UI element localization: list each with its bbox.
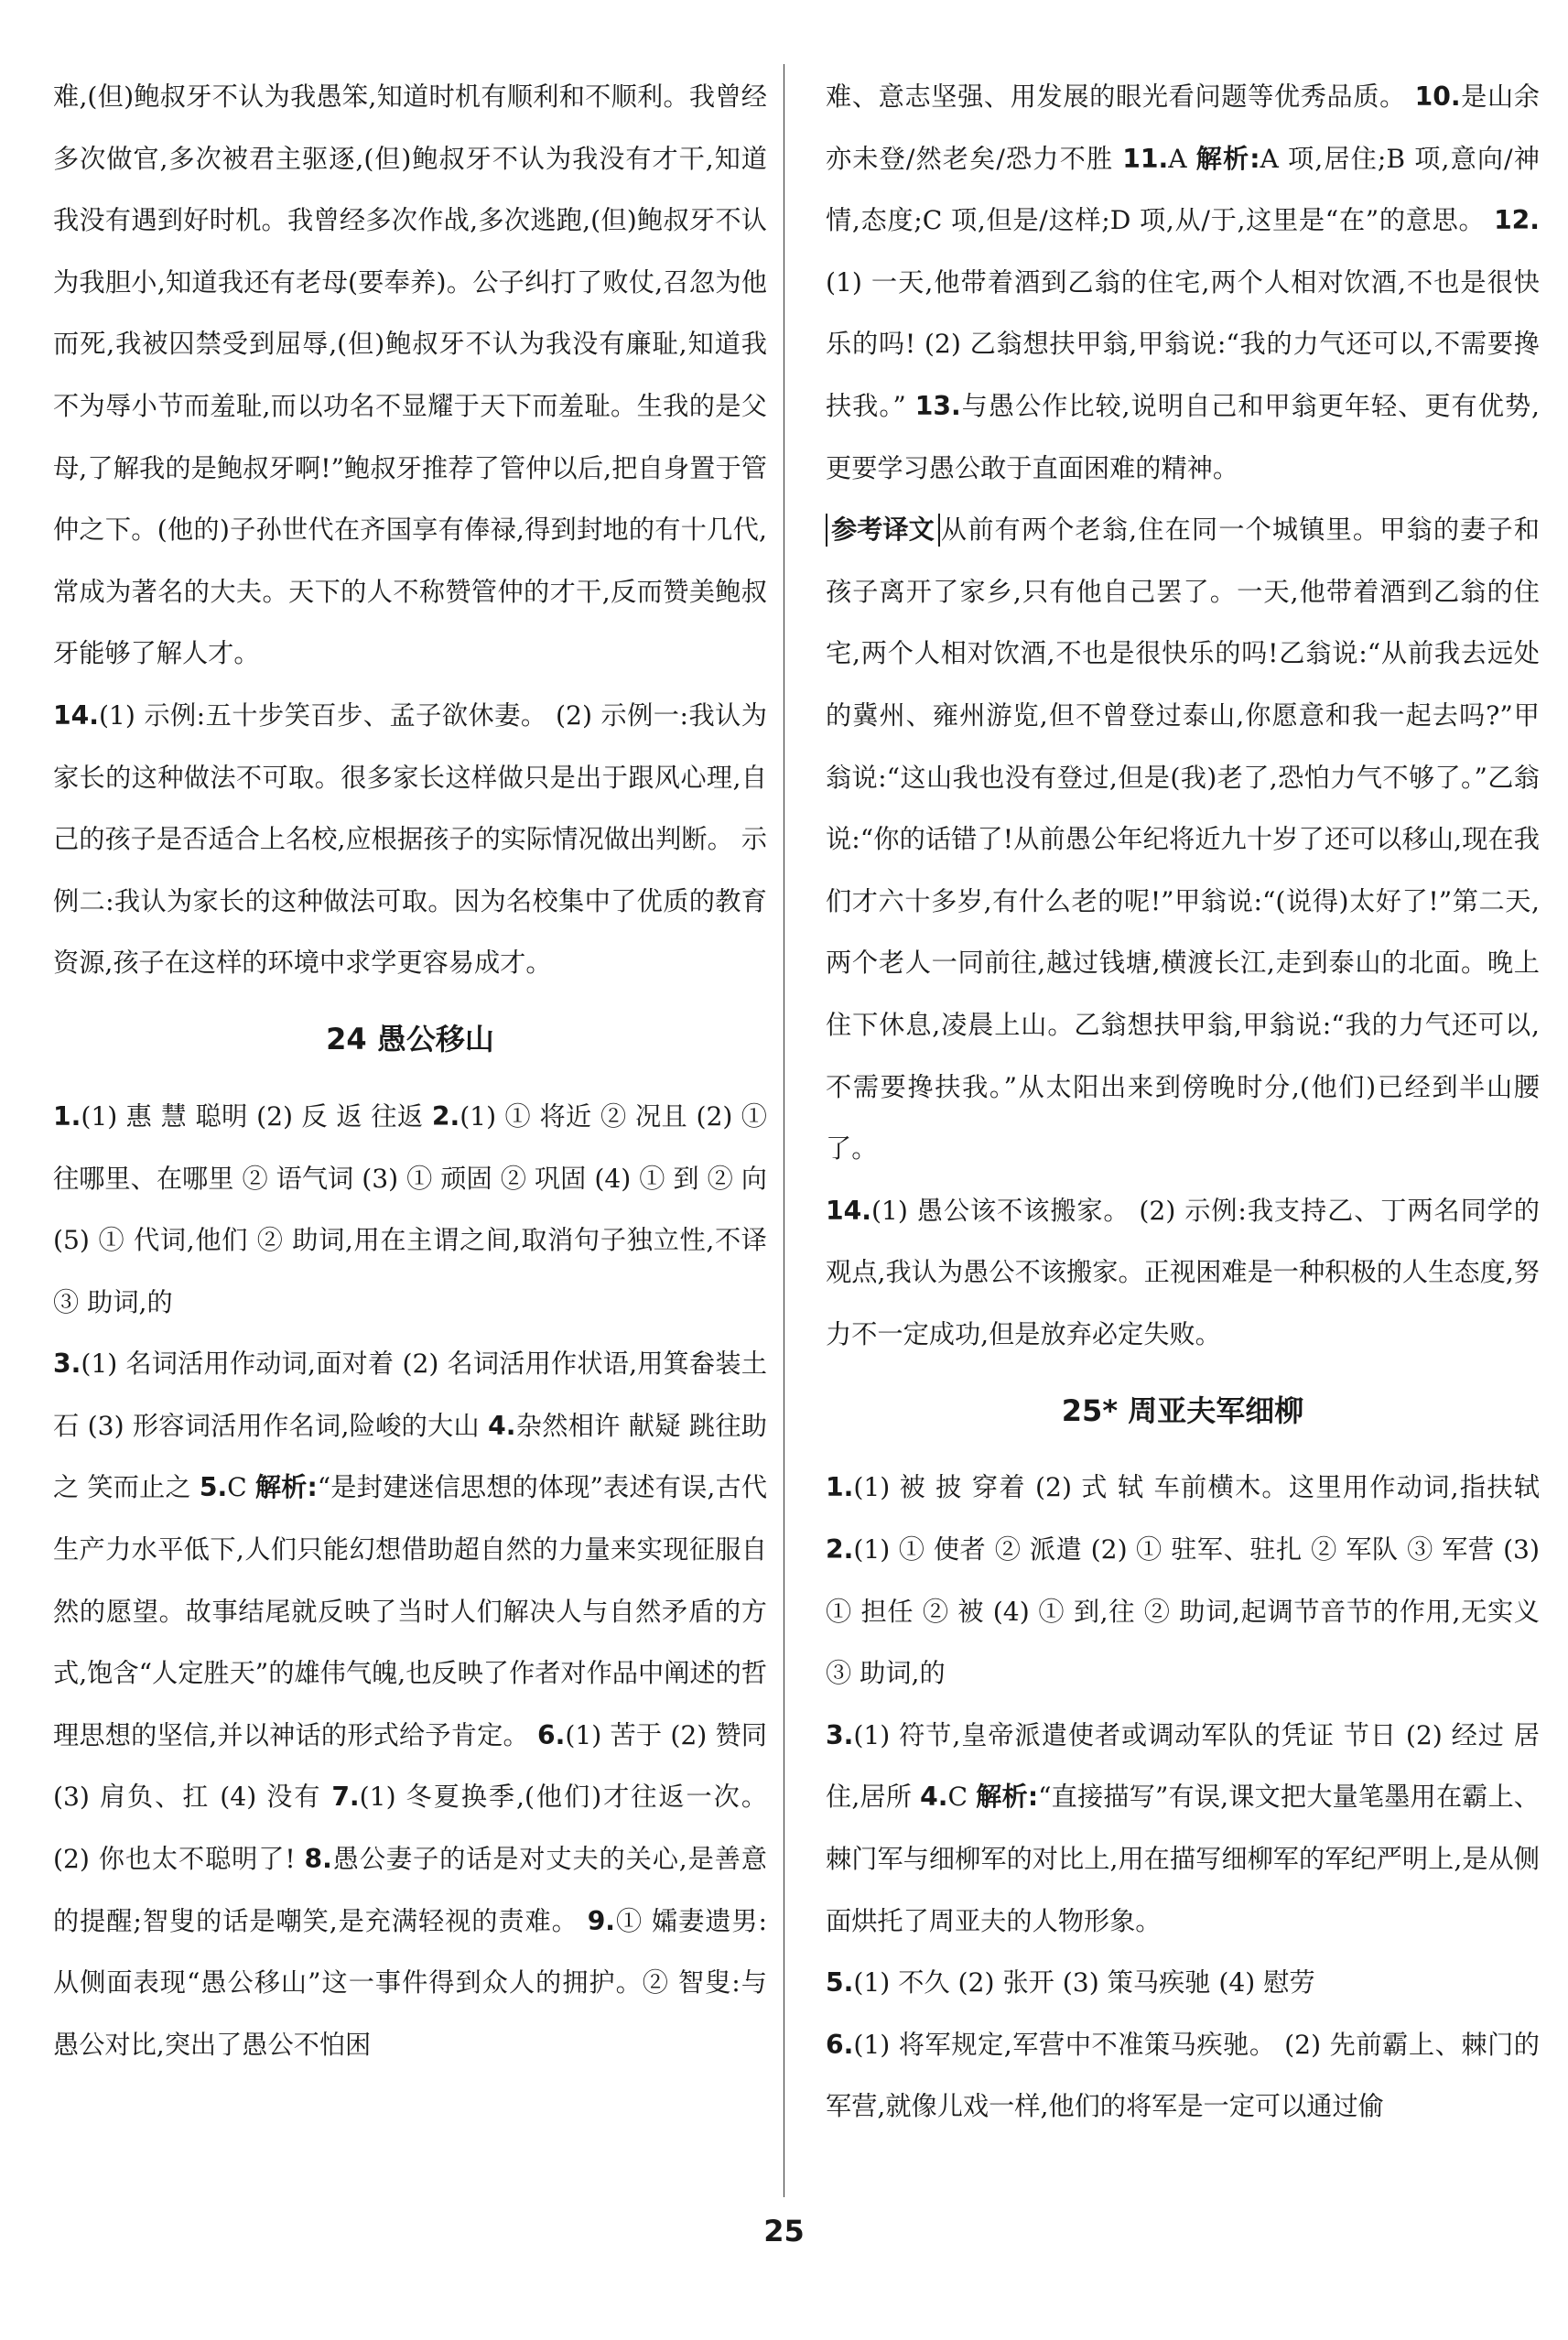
answers-24-block-2 — [53, 1333, 767, 2075]
answers-25-block-2 — [826, 1705, 1540, 1952]
question-number: 7. — [331, 1782, 360, 1813]
question-number: 1. — [53, 1100, 81, 1132]
reference-translation — [826, 499, 1540, 1180]
translation-continuation — [53, 66, 767, 685]
answer-text: C — [227, 1472, 255, 1503]
answers-24-continued — [826, 66, 1540, 499]
question-number: 9. — [587, 1905, 616, 1936]
question-number: 6. — [537, 1719, 566, 1750]
reference-translation-label: 参考译文 — [826, 514, 940, 547]
question-number: 5. — [199, 1472, 228, 1503]
answer-text: (1) 不久 (2) 张开 (3) 策马疾驰 (4) 慰劳 — [853, 1967, 1315, 1999]
analysis-label: 解析: — [1195, 143, 1260, 174]
answer-text: A — [1168, 143, 1196, 174]
answer-text: (1) 苦于 (2) 赞同 (3) 肩负、扛 (4) 没有 — [53, 1719, 767, 1813]
section-heading-25: 25* 周亚夫军细柳 — [1061, 1392, 1304, 1428]
paragraph-text: 难,(但)鲍叔牙不认为我愚笨,知道时机有顺利和不顺利。我曾经多次做官,多次被君主驱逐,(但)鲍叔牙不认为我没有才干,知道我没有遇到好时机。我曾经多次作战,多次逃跑,(但)鲍叔牙不认为我胆小,知道我还有老母(要奉养)。公子纠打了败仗,召忽为他而死,我被囚禁受到屈辱,(但)鲍叔牙不认为我没有廉耻,知道我不为辱小节而羞耻,而以功名不显耀于天下而羞耻。生我的是父母,了解我的是鲍叔牙啊!”鲍叔牙推荐了管仲以后,把自身置于管仲之下。(他的)子孙世代在齐国享有俸禄,得到封地的有十几代,常成为著名的大夫。天下的人不称赞管仲的才干,反而赞美鲍叔牙能够了解人才。 — [53, 81, 767, 669]
answer-text: (1) ① 使者 ② 派遣 (2) ① 驻军、驻扎 ② 军队 ③ 军营 (3) ① 担任 ② 被 (4) ① 到,往 ② 助词,起调节音节的作用,无实义 ③ 助词,的 — [826, 1534, 1540, 1689]
answers-25-block — [826, 1457, 1540, 1704]
answer-5-right — [826, 1952, 1540, 2014]
question-number: 3. — [53, 1349, 81, 1380]
question-number: 5. — [826, 1967, 854, 1999]
question-number: 8. — [304, 1844, 332, 1875]
answer-text: 难、意志坚强、用发展的眼光看问题等优秀品质。 — [826, 81, 1415, 112]
answer-text: (1) 将军规定,军营中不准策马疾驰。 (2) 先前霸上、棘门的军营,就像儿戏一样,他们的将军是一定可以通过偷 — [826, 2029, 1540, 2122]
analysis-text: “直接描写”有误,课文把大量笔墨用在霸上、棘门军与细柳军的对比上,用在描写细柳军的军纪严明上,是从侧面烘托了周亚夫的人物形象。 — [826, 1782, 1540, 1936]
question-number: 13. — [914, 390, 961, 421]
answer-14-right — [826, 1180, 1540, 1366]
answer-6-right — [826, 2014, 1540, 2138]
analysis-label: 解析: — [254, 1472, 318, 1503]
answer-text: (1) 被 披 穿着 (2) 式 轼 车前横木。这里用作动词,指扶轼 — [853, 1472, 1540, 1503]
analysis-text: A 项,居住;B 项,意向/神情,态度;C 项,但是/这样;D 项,从/于,这里是“在”的意思。 — [826, 143, 1540, 236]
answer-text: 是山余亦未登/然老矣/恐力不胜 — [826, 81, 1540, 174]
question-number: 2. — [431, 1100, 460, 1132]
answer-text: (1) 惠 慧 聪明 (2) 反 返 往返 — [81, 1100, 432, 1132]
answer-text: (1) 一天,他带着酒到乙翁的住宅,两个人相对饮酒,不也是很快乐的吗! (2) 乙翁想扶甲翁,甲翁说:“我的力气还可以,不需要搀扶我。” — [826, 266, 1540, 421]
right-column — [826, 66, 1540, 2138]
answer-text: (1) 名词活用作动词,面对着 (2) 名词活用作状语,用箕畚装土石 (3) 形容词活用作名词,险峻的大山 — [53, 1349, 767, 1441]
question-number: 14. — [826, 1195, 871, 1226]
left-column — [53, 66, 767, 2075]
question-number: 11. — [1122, 143, 1169, 174]
question-number: 1. — [826, 1472, 854, 1503]
answer-text: (1) 示例:五十步笑百步、孟子欲休妻。 (2) 示例一:我认为家长的这种做法不可取。很多家长这样做只是出于跟风心理,自己的孩子是否适合上名校,应根据孩子的实际情况做出判断。 示例二:我认为家长的这种做法可取。因为名校集中了优质的教育资源,孩子在这样的环境中求学更容易成才。 — [53, 699, 767, 979]
answer-text: (1) 符节,皇帝派遣使者或调动军队的凭证 节日 (2) 经过 居住,居所 — [826, 1719, 1540, 1813]
answer-text: (1) 愚公该不该搬家。 (2) 示例:我支持乙、丁两名同学的观点,我认为愚公不该搬家。正视困难是一种积极的人生态度,努力不一定成功,但是放弃必定失败。 — [826, 1195, 1540, 1349]
answer-text: ① 孀妻遗男:从侧面表现“愚公移山”这一事件得到众人的拥护。② 智叟:与愚公对比,突出了愚公不怕困 — [53, 1905, 767, 2060]
answer-text: C — [947, 1782, 977, 1813]
question-number: 4. — [920, 1782, 948, 1813]
question-number: 2. — [826, 1534, 854, 1565]
question-number: 4. — [488, 1410, 516, 1441]
analysis-label: 解析: — [976, 1782, 1039, 1813]
analysis-text: “是封建迷信思想的体现”表述有误,古代生产力水平低下,人们只能幻想借助超自然的力量来实现征服自然的愿望。故事结尾就反映了当时人们解决人与自然矛盾的方式,饱含“人定胜天”的雄伟气魄,也反映了作者对作品中阐述的哲理思想的坚信,并以神话的形式给予肯定。 — [53, 1472, 768, 1750]
answer-text: (1) 冬夏换季,(他们)才往返一次。 (2) 你也太不聪明了! — [53, 1782, 768, 1875]
question-number: 3. — [826, 1719, 854, 1750]
question-number: 12. — [1494, 205, 1540, 236]
answer-text: 杂然相许 献疑 跳往助之 笑而止之 — [53, 1410, 767, 1503]
question-number: 6. — [826, 2029, 854, 2060]
answer-text: (1) ① 将近 ② 况且 (2) ① 往哪里、在哪里 ② 语气词 (3) ① 顽固 ② 巩固 (4) ① 到 ② 向 (5) ① 代词,他们 ② 助词,用在主谓之间,取消句子独立性,不译 ③ 助词,的 — [53, 1100, 767, 1317]
answer-text: 与愚公作比较,说明自己和甲翁更年轻、更有优势,更要学习愚公敢于直面困难的精神。 — [826, 390, 1540, 483]
answer-text: 愚公妻子的话是对丈夫的关心,是善意的提醒;智叟的话是嘲笑,是充满轻视的责难。 — [53, 1844, 767, 1936]
section-heading-24: 24 愚公移山 — [326, 1022, 494, 1057]
question-number: 14. — [53, 699, 99, 731]
reference-translation-text: 从前有两个老翁,住在同一个城镇里。甲翁的妻子和孩子离开了家乡,只有他自己罢了。一天,他带着酒到乙翁的住宅,两个人相对饮酒,不也是很快乐的吗!乙翁说:“从前我去远处的冀州、雍州游览,但不曾登过泰山,你愿意和我一起去吗?”甲翁说:“这山我也没有登过,但是(我)老了,恐怕力气不够了。”乙翁说:“你的话错了!从前愚公年纪将近九十岁了还可以移山,现在我们才六十多岁,有什么老的呢!”甲翁说:“(说得)太好了!”第二天,两个老人一同前往,越过钱塘,横渡长江,走到泰山的北面。晚上住下休息,凌晨上山。乙翁想扶甲翁,甲翁说:“我的力气还可以,不需要搀扶我。”从太阳出来到傍晚时分,(他们)已经到半山腰了。 — [826, 515, 1540, 1165]
answer-14 — [53, 685, 767, 994]
question-number: 10. — [1414, 81, 1461, 112]
page-number: 25 — [763, 2214, 805, 2248]
answers-24-block — [53, 1086, 767, 1333]
